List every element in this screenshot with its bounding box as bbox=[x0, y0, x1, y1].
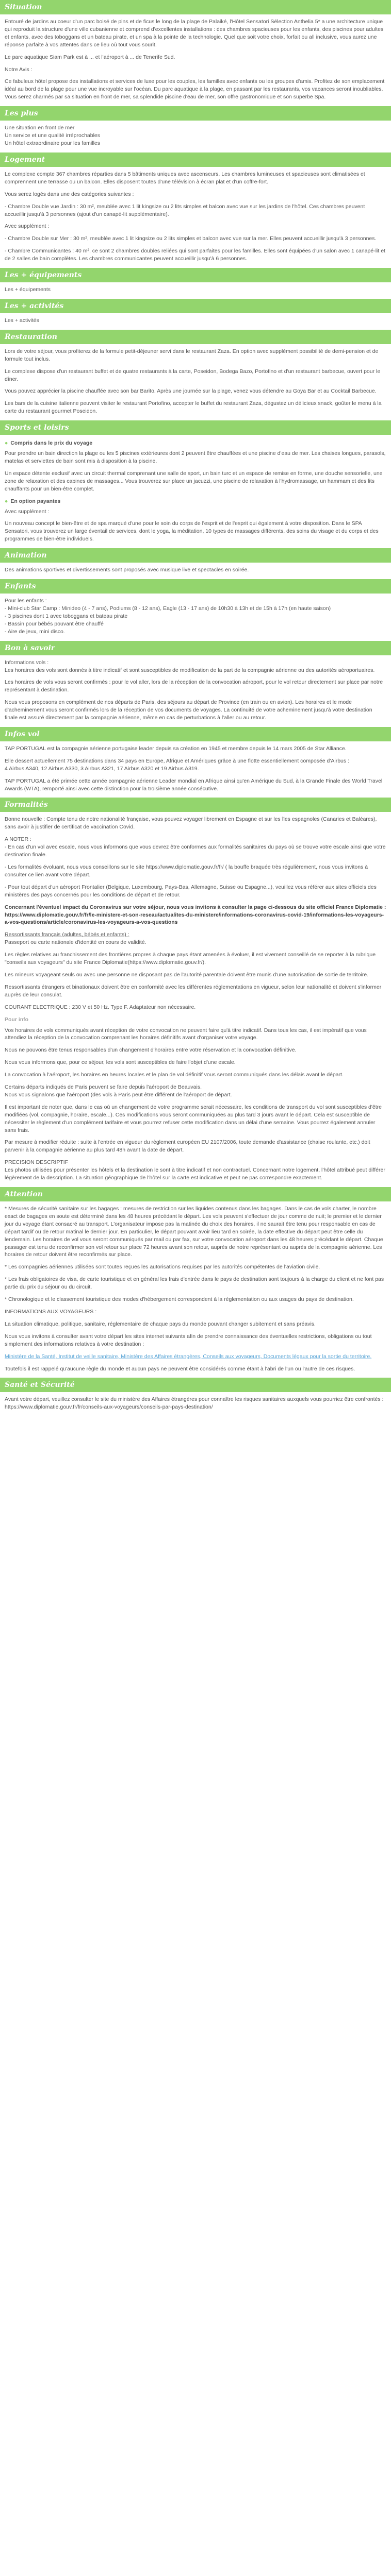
attention-text: La situation climatique, politique, sanitaire, réglementaire de chaque pays du monde pouvant changer subitement et sans préavis. bbox=[5, 1320, 316, 1327]
section-title-logement: Logement bbox=[0, 152, 391, 167]
sports-text: Avec supplément : bbox=[5, 508, 50, 515]
equipements-section bbox=[0, 282, 391, 299]
infos-vol-text: TAP PORTUGAL a été primée cette année compagnie aérienne Leader mondial en Afrique ainsi qu'en Amérique du Sud, à la Grande Finale des World Travel Awards (WTA), remporté ainsi avec cette distinction pour la troisième année consécutive. bbox=[5, 777, 383, 792]
formalites-text: Les règles relatives au franchissement des frontières propres à chaque pays étant amenées à évoluer, il est vivement conseillé de se reporter à la rubrique "conseils aux voyageurs" du site France Diplomatie(https://www.diplomatie.gouv.fr/). bbox=[5, 952, 376, 966]
attention-text: * Chronologique et le classement touristique des modes d'hébergement correspondent à la réglementation ou aux usages du pays de destination. bbox=[5, 1296, 354, 1303]
formalites-text: Vos horaires de vols communiqués avant réception de votre convocation ne peuvent faire qu'à titre indicatif. Dans tous les cas, il est impératif que vous attendiez la réception de la convocation comprenant les horaires définitifs avant d'organiser votre voyage. bbox=[5, 1027, 367, 1041]
situation-text: Entouré de jardins au coeur d'un parc boisé de pins et de ficus le long de la plage de Palaiké, l'Hôtel Sensatori Sélection Anthelia 5* a une architecture unique qui reproduit la structure d'une ville cubanienne et comprend d'excellentes installations : des chambres spacieuses pour les enfants, des piscines pour adultes et enfants, avec des toboggans et un bateau pirate, et un spa à la pointe de la technologie. Quel que soit votre choix, forfait ou all inclusive, vous aurez une réponse parfaite à vos attentes dans ce lieu où tout vous sourit. bbox=[5, 19, 384, 48]
infos-vol-text: 4 Airbus A340, 12 Airbus A330, 3 Airbus A321, 17 Airbus A320 et 19 Airbus A319. bbox=[5, 765, 199, 772]
restauration-text: Le complexe dispose d'un restaurant buffet et de quatre restaurants à la carte, Poseidon, Bodega Bazo, Portofino et d'un restaurant barbecue, ouvert pour le dîner. bbox=[5, 368, 381, 382]
sports-paid-label: En option payantes bbox=[10, 498, 61, 504]
sante-section bbox=[0, 1392, 391, 1416]
logement-text: - Chambre Double vue Jardin : 30 m², meublée avec 1 lit kingsize ou 2 lits simples et balcon avec vue sur les jardins de l'hôtel. Ces chambres peuvent accueillir jusqu'à 3 personnes (ajout d'un canapé-lit supplémentaire). bbox=[5, 203, 365, 217]
bon-a-savoir-text: Les horaires de vols vous seront confirmés : pour le vol aller, lors de la réception de la convocation aéroport, pour le vol retour directement sur place par notre représentant à destination. bbox=[5, 679, 383, 693]
formalites-covid-link[interactable]: https://www.diplomatie.gouv.fr/fr/le-ministere-et-son-reseau/actualites-du-ministere/informations-coronavirus-covid-19/informations-les-voyageurs-a-vos-questions/article/coronavirus-les-voyageurs-a-vos-questions bbox=[5, 911, 384, 926]
bullet-icon: ● bbox=[5, 498, 8, 504]
formalites-text: Nous ne pouvons être tenus responsables d'un changement d'horaires entre votre réservation et la convocation définitive. bbox=[5, 1047, 297, 1054]
sante-text: Avant votre départ, veuillez consulter le site du ministère des Affaires étrangères pour connaître les risques sanitaires auxquels vous pourriez être confrontés : https://www.diplomatie.gouv.fr/fr/conseils-aux-voyageurs/conseils-par-pays-destination/ bbox=[5, 1396, 384, 1411]
section-title-attention: Attention bbox=[0, 1187, 391, 1201]
attention-text: * Les frais obligatoires de visa, de carte touristique et en général les frais d'entrée dans le pays de destination sont toujours à la charge du client et ne font pas partie du prix du séjour ou du circuit. bbox=[5, 1276, 384, 1291]
attention-links[interactable]: Ministère de la Santé, Institut de veille sanitaire, Ministère des Affaires étrangères, Conseils aux voyageurs, Documents légaux pour la sortie du territoire. bbox=[5, 1353, 372, 1360]
formalites-text: A NOTER : bbox=[5, 836, 31, 843]
enfants-text: Pour les enfants : bbox=[5, 598, 47, 604]
activites-section bbox=[0, 313, 391, 330]
attention-text: * Mesures de sécurité sanitaire sur les bagages : mesures de restriction sur les liquides contenus dans les bagages. Dans le cas de vols charter, le nombre exact de bagages en soute est déterminé dans les 48 heures précédant le départ. Les vols peuvent s'effectuer de jour comme de nuit; le premier et le dernier jour du voyage étant consacré au transport. L'organisateur impose pas la matinée du choix des horaires, il ne saurait être tenu pour responsable en cas de départ tardif ou de retour matinal le dernier jour. En particulier, le départ pouvant avoir lieu tard en soirée, la date effective du départ peut être celle du lendemain. Les horaires de vol vous seront communiqués par mail ou par fax, sur votre convocation aéroport dans les 48 heures précédant le départ. Chaque passager est tenu de reconfirmer son vol retour sur place 72 heures avant son retour, auprès de notre représentant ou auprès de la compagnie aérienne. Les horaires de retour doivent être reconfirmés sur place. bbox=[5, 1206, 383, 1258]
plus-item: Un service et une qualité irréprochables bbox=[5, 132, 101, 139]
restauration-text: Les bars de la cuisine italienne peuvent visiter le restaurant Portofino, accepter le buffet du restaurant Zaza, dégustez un délicieux snack, goûter le menu à la carte du restaurant gourmet Poseidon. bbox=[5, 400, 382, 415]
situation-section bbox=[0, 14, 391, 106]
formalites-text: Par mesure à modifier réduite : suite à l'entrée en vigueur du règlement européen EU 2107/2006, toute demande d'assistance (chaise roulante, etc.) doit parvenir à la compagnie aérienne au plus tard 48h avant la date de départ. bbox=[5, 1139, 370, 1154]
attention-section bbox=[0, 1201, 391, 1378]
formalites-text: Nous vous signalons que l'aéroport (des vols à Paris peut être différent de l'aéroport de départ. bbox=[5, 1091, 232, 1098]
restauration-text: Lors de votre séjour, vous profiterez de la formule petit-déjeuner servi dans le restaurant Zaza. En option avec supplément possibilité de demi-pension et de formule tout inclus. bbox=[5, 348, 379, 362]
sports-included-label: Compris dans le prix du voyage bbox=[10, 440, 93, 447]
bon-a-savoir-text: Les horaires des vols sont donnés à titre indicatif et sont susceptibles de modification de la part de la compagnie aérienne ou des autorités aéroportuaires. bbox=[5, 667, 375, 673]
sports-text: Un espace détente exclusif avec un circuit thermal comprenant une salle de sport, un bain turc et un espace de remise en forme, une douche sensorielle, une zone de relaxation et des cabines de massages... Vous trouverez sur place un jacuzzi, une piscine de relaxation à l'hydromassage, un hammam et des lits chauffants pour un bien-être complet. bbox=[5, 470, 383, 492]
equipements-text: Les + équipements bbox=[5, 286, 51, 293]
section-title-infos-vol: Infos vol bbox=[0, 727, 391, 741]
section-title-animation: Animation bbox=[0, 548, 391, 563]
section-title-sports: Sports et loisirs bbox=[0, 420, 391, 435]
enfants-text: - Mini-club Star Camp : Minideo (4 - 7 ans), Podiums (8 - 12 ans), Eagle (13 - 17 ans) de 10h30 à 13h et de 15h à 17h (en haute saison) bbox=[5, 605, 331, 612]
logement-text: - Chambre Communicantes : 40 m², ce sont 2 chambres doubles reliées qui sont parfaites pour les familles. Elles sont équipées d'un salon avec 1 canapé-lit et de 2 salles de bain complètes. Les chambres communicantes peuvent accueillir jusqu'à 6 personnes. bbox=[5, 248, 385, 262]
formalites-text: Certains départs indiqués de Paris peuvent se faire depuis l'aéroport de Beauvais. bbox=[5, 1084, 202, 1091]
formalites-text: Bonne nouvelle : Compte tenu de notre nationalité française, vous pouvez voyager librement en Espagne et sur les îles espagnoles (Canaries et Baléares), sans avoir à justifier de certificat de vaccination Covid. bbox=[5, 816, 377, 831]
formalites-text: Les photos utilisées pour présenter les hôtels et la destination le sont à titre indicatif et non contractuel. Concernant notre logement, l'hôtel attribué peut différer légèrement de la description. La situation géographique de l'hôtel sur la carte est indicative et peut ne pas correspondre exactement. bbox=[5, 1167, 385, 1181]
formalites-info-heading: Pour info bbox=[5, 1016, 29, 1023]
plus-item: Une situation en front de mer bbox=[5, 125, 75, 131]
sports-section bbox=[0, 435, 391, 548]
infos-vol-text: Elle dessert actuellement 75 destinations dans 34 pays en Europe, Afrique et Amériques grâce à une flotte essentiellement composée d'Airbus : bbox=[5, 757, 349, 764]
attention-text: * Les compagnies aériennes utilisées sont toutes reçues les autorisations requises par les autorités compétentes de l'aviation civile. bbox=[5, 1264, 320, 1270]
situation-opinion-label: Notre Avis : bbox=[5, 66, 32, 73]
logement-text: Avec supplément : bbox=[5, 223, 50, 230]
logement-text: Le complexe compte 367 chambres réparties dans 5 bâtiments uniques avec ascenseurs. Les chambres lumineuses et spacieuses sont climatisées et comprennent une terrasse ou un balcon. Elles disposent toutes d'une télévision à écran plat et d'un coffre-fort. bbox=[5, 171, 365, 185]
formalites-text: La convocation à l'aéroport, les horaires en heures locales et le plan de vol définitif vous seront communiqués dans les délais avant le départ. bbox=[5, 1072, 344, 1078]
activites-text: Les + activités bbox=[5, 317, 39, 324]
sports-text: Un nouveau concept le bien-être et de spa marqué d'une pour le soin du corps de l'esprit et de l'esprit qui également à votre disposition. Dans le SPA Sensatori, vous trouverez un large éventail de services, dont le yoga, la méditation, 10 types de massages différents, des soins du visage et du corps et des programmes de bien-être individuels. bbox=[5, 520, 379, 543]
formalites-covid-notice: Concernant l'éventuel impact du Coronavirus sur votre séjour, nous vous invitons à consulter la page ci-dessous du site officiel France Diplomatie : bbox=[5, 904, 386, 910]
enfants-section bbox=[0, 594, 391, 641]
enfants-text: - Bassin pour bébés pouvant être chauffé bbox=[5, 620, 104, 627]
formalites-text: - Les formalités évoluant, nous vous conseillons sur le site https://www.diplomatie.gouv.fr/fr/ ( la bouffe braquée très régulièrement, nous vous invitons à consulter ce lien avant votre départ. bbox=[5, 864, 368, 878]
restauration-section bbox=[0, 344, 391, 420]
logement-text: - Chambre Double sur Mer : 30 m², meublée avec 1 lit kingsize ou 2 lits simples et balcon avec vue sur la mer. Elles peuvent accueillir jusqu'à 3 personnes. bbox=[5, 235, 377, 242]
section-title-sante: Santé et Sécurité bbox=[0, 1378, 391, 1392]
section-title-bon-a-savoir: Bon à savoir bbox=[0, 641, 391, 655]
formalites-text: Passeport ou carte nationale d'identité en cours de validité. bbox=[5, 939, 146, 946]
section-title-equipements: Les + équipements bbox=[0, 268, 391, 282]
logement-section bbox=[0, 167, 391, 268]
formalites-section bbox=[0, 812, 391, 1187]
bon-a-savoir-text: Informations vols : bbox=[5, 659, 49, 666]
infos-vol-section bbox=[0, 741, 391, 798]
formalites-text: Nous vous informons que, pour ce séjour, les vols sont susceptibles de faire l'objet d'une escale. bbox=[5, 1059, 236, 1066]
formalites-text: - Pour tout départ d'un aéroport Frontalier (Belgique, Luxembourg, Pays-Bas, Allemagne, Suisse ou Espagne...), veuillez vous référer aux sites officiels des ministères des pays concernés pour les conditions de départ et de retour. bbox=[5, 884, 377, 898]
attention-text: Nous vous invitons à consulter avant votre départ les sites internet suivants afin de prendre connaissance des éventuelles restrictions, obligations ou tout simplement des informations relatives à votre destination : bbox=[5, 1333, 372, 1347]
section-title-situation: Situation bbox=[0, 0, 391, 14]
section-title-formalites: Formalités bbox=[0, 798, 391, 812]
plus-section bbox=[0, 121, 391, 152]
sports-included-heading bbox=[5, 439, 386, 447]
formalites-french-nationals-link[interactable]: Ressortissants français (adultes, bébés et enfants) : bbox=[5, 931, 129, 938]
animation-text: Des animations sportives et divertissements sont proposés avec musique live et spectacles en soirée. bbox=[5, 567, 249, 573]
sports-paid-heading bbox=[5, 498, 386, 505]
section-title-enfants: Enfants bbox=[0, 579, 391, 594]
situation-opinion: Ce fabuleux hôtel propose des installations et services de luxe pour les couples, les familles avec enfants ou les groupes d'amis. Profitez de son emplacement idéal au bord de la plage pour une vue incroyable sur l'océan. Du parc aquatique à la plage, en passant par les restaurants, vos vacances seront inoubliables. Vous serez charmés par sa situation en front de mer, sa splendide piscine d'eau de mer, son offre gastronomique et son superbe Spa. bbox=[5, 78, 385, 100]
attention-travellers-heading: INFORMATIONS AUX VOYAGEURS : bbox=[5, 1308, 97, 1315]
bon-a-savoir-text: Nous vous proposons en complément de nos départs de Paris, des séjours au départ de Province (en train ou en avion). Les horaires et le mode d'acheminement vous seront confirmés lors de la réception de vos documents de voyages. La continuité de votre acheminement jusqu'à votre destination finale est assuré directement par la compagnie aérienne, même en cas de perturbations à l'aller ou au retour. bbox=[5, 699, 372, 721]
formalites-text: Les mineurs voyageant seuls ou avec une personne ne disposant pas de l'autorité parentale doivent être munis d'une autorisation de sortie de territoire. bbox=[5, 971, 369, 978]
section-title-restauration: Restauration bbox=[0, 330, 391, 344]
attention-text: Toutefois il est rappelé qu'aucune règle du monde et aucun pays ne peuvent être considérés comme étant à l'abri de l'un ou l'autre de ces risques. bbox=[5, 1365, 355, 1372]
infos-vol-text: TAP PORTUGAL est la compagnie aérienne portugaise leader depuis sa création en 1945 et membre depuis le 14 mars 2005 de Star Alliance. bbox=[5, 745, 347, 752]
section-title-activites: Les + activités bbox=[0, 299, 391, 313]
plus-item: Un hôtel extraordinaire pour les familles bbox=[5, 140, 101, 146]
formalites-precision-heading: PRECISION DESCRIPTIF bbox=[5, 1159, 69, 1166]
enfants-text: - 3 piscines dont 1 avec toboggans et bateau pirate bbox=[5, 613, 128, 619]
formalites-text: Il est important de noter que, dans le cas où un changement de votre programme serait nécessaire, les conditions de transport du vol sont susceptibles d'être modifiées (vol, compagnie, horaire, escale...). Ces modifications vous seront communiquées au plus tard 3 jours avant le départ. Cela est susceptible de nécessiter le règlement d'un complément tarifaire et vous pourrez refuser cette modification dans un délai d'une semaine. Vous pourrez également annuler sans frais. bbox=[5, 1104, 382, 1133]
sports-text: Pour prendre un bain direction la plage ou les 5 piscines extérieures dont 2 peuvent être chauffées et une piscine d'eau de mer. Les chaises longues, parasols, matelas et serviettes de bain sont mis à disposition à la piscine. bbox=[5, 450, 386, 464]
bullet-icon: ● bbox=[5, 440, 8, 447]
section-title-plus: Les plus bbox=[0, 106, 391, 121]
enfants-text: - Aire de jeux, mini disco. bbox=[5, 628, 65, 635]
logement-text: Vous serez logés dans une des catégories suivantes : bbox=[5, 191, 134, 197]
formalites-text: Ressortissants étrangers et binationaux doivent être en conformité avec les différentes réglementations en vigueur, selon leur nationalité et doivent s'informer auprès de leur consulat. bbox=[5, 984, 382, 998]
restauration-text: Vous pouvez apprécier la piscine chauffée avec son bar Barito. Après une journée sur la plage, venez vous détendre au Goya Bar et au Cocktail Barbecue. bbox=[5, 388, 377, 395]
bon-a-savoir-section bbox=[0, 655, 391, 727]
situation-distance: Le parc aquatique Siam Park est à ... et l'aéroport à ... de Tenerife Sud. bbox=[5, 54, 175, 60]
formalites-electricity: COURANT ELECTRIQUE : 230 V et 50 Hz. Type F. Adaptateur non nécessaire. bbox=[5, 1004, 196, 1010]
animation-section bbox=[0, 563, 391, 579]
formalites-text: - En cas d'un vol avec escale, nous vous informons que vous devrez être conformes aux formalités sanitaires du pays où se trouve votre escale ainsi que votre destination finale. bbox=[5, 844, 386, 858]
